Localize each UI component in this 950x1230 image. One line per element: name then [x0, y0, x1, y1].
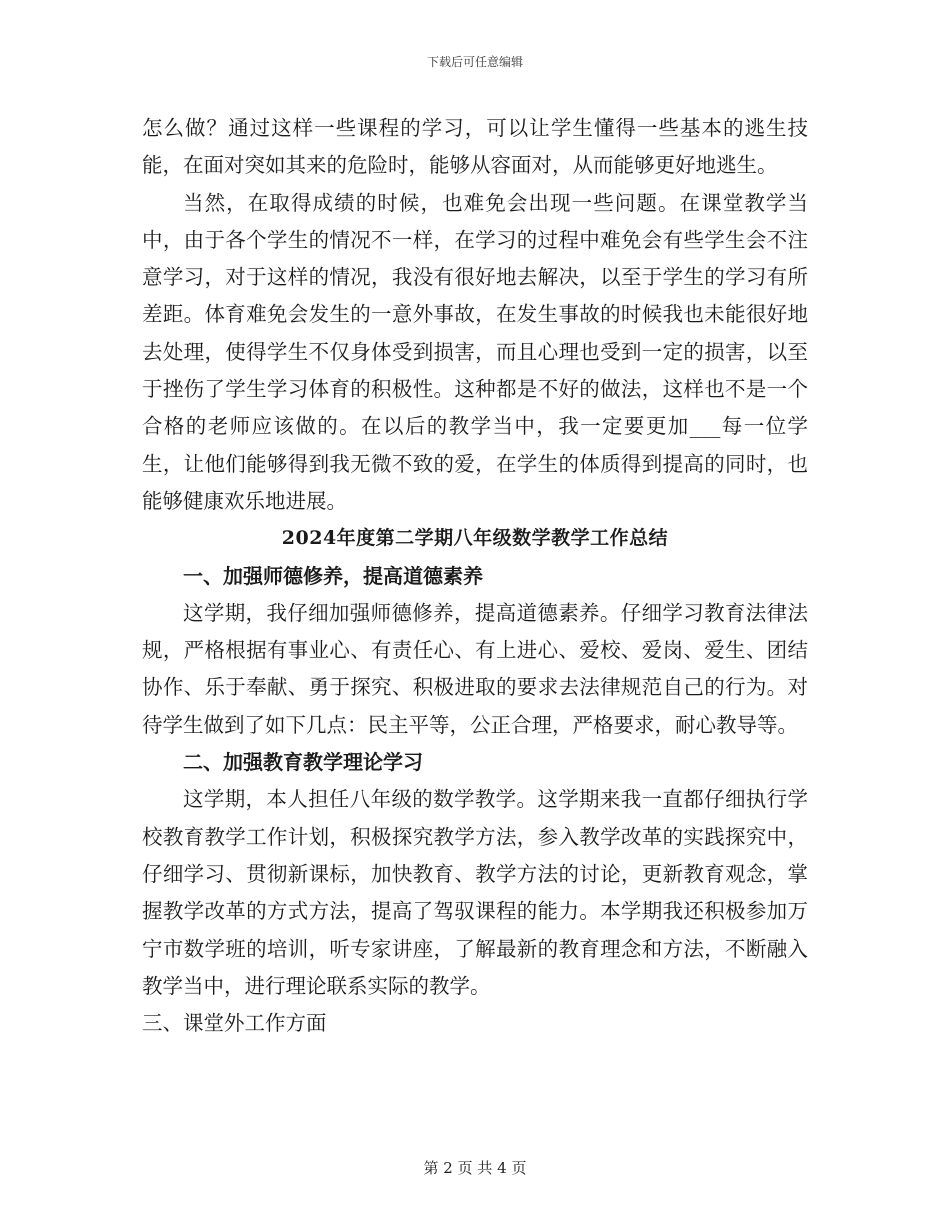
document-body	[142, 110, 808, 1042]
paragraph-continuation: 怎么做？通过这样一些课程的学习，可以让学生懂得一些基本的逃生技能，在面对突如其来的危险时，能够从容面对，从而能够更好地逃生。	[142, 116, 808, 178]
paragraph-problems: 当然，在取得成绩的时候，也难免会出现一些问题。在课堂教学当中，由于各个学生的情况不一样，在学习的过程中难免会有些学生会不注意学习，对于这样的情况，我没有很好地去解决，以至于学生的学习有所差距。体育难免会发生的一意外事故，在发生事故的时候我也未能很好地去处理，使得学生不仅身体受到损害，而且心理也受到一定的损害，以至于挫伤了学生学习体育的积极性。这种都是不好的做法，这样也不是一个合格的老师应该做的。在以后的教学当中，我一定要更加___每一位学生，让他们能够得到我无微不致的爱，在学生的体质得到提高的同时，也能够健康欢乐地进展。	[142, 190, 808, 513]
section-heading-3: 三、课堂外工作方面	[142, 1011, 327, 1036]
section-heading-2: 二、加强教育教学理论学习	[183, 750, 423, 775]
document-title: 2024年度第二学期八年级数学教学工作总结	[281, 527, 669, 550]
section-heading-1: 一、加强师德修养，提高道德素养	[183, 563, 483, 588]
section-body-2: 这学期，本人担任八年级的数学教学。这学期来我一直都仔细执行学校教育教学工作计划，积极探究教学方法，参入教学改革的实践探究中，仔细学习、贯彻新课标，加快教育、教学方法的讨论，更新教育观念，掌握教学改革的方式方法，提高了驾驭课程的能力。本学期我还积极参加万宁市数学班的培训，听专家讲座，了解最新的教育理念和方法，不断融入教学当中，进行理论联系实际的教学。	[142, 787, 808, 998]
section-body-1: 这学期，我仔细加强师德修养，提高道德素养。仔细学习教育法律法规，严格根据有事业心、有责任心、有上进心、爱校、爱岗、爱生、团结协作、乐于奉献、勇于探究、积极进取的要求去法律规范自己的行为。对待学生做到了如下几点：民主平等，公正合理，严格要求，耐心教导等。	[142, 600, 808, 737]
page-header-note: 下载后可任意编辑	[426, 55, 523, 69]
page-number: 第 2 页 共 4 页	[423, 1159, 527, 1177]
